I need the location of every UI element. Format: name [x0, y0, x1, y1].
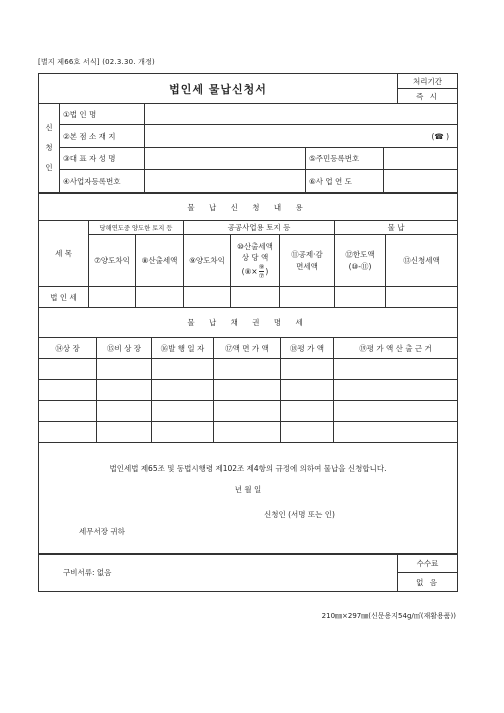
- applicant-side-char-3: 인: [45, 163, 53, 172]
- bond-cell[interactable]: [214, 359, 281, 380]
- biz-reg-no-label: ④사업자등록번호: [60, 170, 145, 193]
- addressee: 세무서장 귀하: [79, 527, 125, 536]
- col11-line2: 면세액: [296, 261, 318, 271]
- col11-line1: ⑪공제·감: [291, 249, 323, 259]
- col-applied-tax: ⑬신청세액: [386, 235, 458, 287]
- col-deduction: [280, 235, 335, 287]
- col12-line2: (⑩-⑪): [348, 261, 372, 271]
- bond-cell[interactable]: [97, 359, 152, 380]
- bond-cell[interactable]: [152, 380, 214, 401]
- bond-cell[interactable]: [334, 401, 458, 422]
- bond-cell[interactable]: [334, 380, 458, 401]
- col12-line1: ⑫한도액: [345, 249, 375, 259]
- group-public-land: 공공사업용 토지 등: [184, 221, 335, 235]
- phone-field: (☎ ): [431, 131, 450, 141]
- bond-cell[interactable]: [39, 422, 97, 443]
- cell-calculated-tax[interactable]: [136, 287, 184, 308]
- bond-cell[interactable]: [334, 359, 458, 380]
- payment-section-title: 물 납 신 청 내 용: [39, 194, 458, 221]
- corp-name-field[interactable]: [145, 104, 458, 125]
- bond-header-face-value: ⑰액 면 가 액: [214, 338, 281, 359]
- table-row: [39, 401, 458, 422]
- col-calculated-tax: ⑧산출세액: [136, 235, 184, 287]
- hq-address-field[interactable]: [145, 125, 458, 148]
- bond-cell[interactable]: [214, 422, 281, 443]
- bond-cell[interactable]: [39, 401, 97, 422]
- biz-year-field[interactable]: [384, 170, 458, 193]
- table-row: [39, 422, 458, 443]
- bond-header-basis: ⑲평 가 액 산 출 근 거: [334, 338, 458, 359]
- bond-cell[interactable]: [281, 380, 334, 401]
- fee-label: 수수료: [398, 554, 458, 573]
- title-table: [38, 73, 458, 104]
- col10-fraction-den: ⑦: [258, 272, 265, 280]
- corp-name-label: ①법 인 명: [60, 104, 145, 125]
- col10-formula-close: ): [265, 267, 269, 276]
- fee-value: 없 음: [398, 573, 458, 592]
- date-line: 년 월 일: [234, 485, 262, 494]
- declaration-text: 법인세법 제65조 및 동법시행령 제102조 제4항의 규정에 의하여 물납을 신청합니다.: [109, 464, 387, 473]
- bond-cell[interactable]: [152, 359, 214, 380]
- cell-applied-tax[interactable]: [386, 287, 458, 308]
- row-corp-tax-label: 법 인 세: [39, 287, 89, 308]
- cell-transfer-gain[interactable]: [89, 287, 136, 308]
- rep-name-label: ③대 표 자 성 명: [60, 147, 145, 170]
- bond-cell[interactable]: [39, 380, 97, 401]
- col10-line2: 상 당 액: [241, 253, 269, 262]
- cell-transfer-gain-public[interactable]: [184, 287, 231, 308]
- applicant-table: [38, 103, 458, 193]
- applicant-signature: 신청인 (서명 또는 인): [264, 510, 335, 519]
- declaration-block: [38, 442, 458, 555]
- col10-fraction: [259, 263, 265, 280]
- processing-label: 처리기간: [398, 74, 458, 89]
- rep-name-field[interactable]: [145, 147, 306, 170]
- paper-spec-footnote: 210㎜×297㎜(신문용지54g/㎡(재활용품)): [321, 612, 456, 620]
- bond-cell[interactable]: [214, 380, 281, 401]
- resident-no-field[interactable]: [384, 147, 458, 170]
- table-row: [39, 359, 458, 380]
- table-row: [39, 380, 458, 401]
- bond-cell[interactable]: [281, 359, 334, 380]
- group-payment: 물 납: [335, 221, 458, 235]
- bond-header-unlisted: ⑮비 상 장: [97, 338, 152, 359]
- cell-deduction[interactable]: [280, 287, 335, 308]
- bond-section-title: 물 납 채 권 명 세: [39, 308, 458, 338]
- cell-equivalent-tax[interactable]: [231, 287, 280, 308]
- applicant-side-char-2: 청: [45, 143, 53, 152]
- bond-cell[interactable]: [97, 422, 152, 443]
- bond-header-valuation: ⑱평 가 액: [281, 338, 334, 359]
- bond-header-listed: ⑭상 장: [39, 338, 97, 359]
- col-limit: [335, 235, 386, 287]
- tax-item-label: 세 목: [39, 221, 89, 287]
- applicant-side-char-1: 신: [45, 123, 53, 132]
- bond-header-issue-date: ⑯발 행 일 자: [152, 338, 214, 359]
- biz-year-label: ⑥사 업 연 도: [306, 170, 384, 193]
- bond-table: [38, 307, 458, 443]
- bond-cell[interactable]: [97, 380, 152, 401]
- col-transfer-gain-public: ⑨양도차익: [184, 235, 231, 287]
- bond-cell[interactable]: [281, 401, 334, 422]
- form-title: 법인세 물납신청서: [39, 74, 398, 104]
- applicant-side-label: [39, 104, 60, 193]
- attachments-text: 구비서류: 없음: [39, 554, 398, 592]
- bond-cell[interactable]: [281, 422, 334, 443]
- bond-cell[interactable]: [334, 422, 458, 443]
- col10-line1: ⑩산출세액: [237, 242, 273, 251]
- col10-fraction-num: ⑨: [258, 263, 265, 271]
- form-header: [별지 제66호 서식] (02.3.30. 개정): [38, 58, 155, 66]
- bond-cell[interactable]: [152, 422, 214, 443]
- col-equivalent-tax: [231, 235, 280, 287]
- col10-formula: [231, 263, 279, 280]
- attachments-table: [38, 553, 458, 592]
- col-transfer-gain: ⑦양도차익: [89, 235, 136, 287]
- biz-reg-no-field[interactable]: [145, 170, 306, 193]
- cell-limit[interactable]: [335, 287, 386, 308]
- resident-no-label: ⑤주민등록번호: [306, 147, 384, 170]
- bond-cell[interactable]: [214, 401, 281, 422]
- processing-value: 즉 시: [398, 89, 458, 104]
- bond-cell[interactable]: [152, 401, 214, 422]
- payment-table: [38, 193, 458, 308]
- bond-cell[interactable]: [97, 401, 152, 422]
- bond-cell[interactable]: [39, 359, 97, 380]
- hq-address-label: ②본 점 소 재 지: [60, 125, 145, 148]
- col10-formula-open: (⑧×: [241, 267, 258, 276]
- group-land-transfer: 당해연도중 양도한 토지 등: [89, 221, 184, 235]
